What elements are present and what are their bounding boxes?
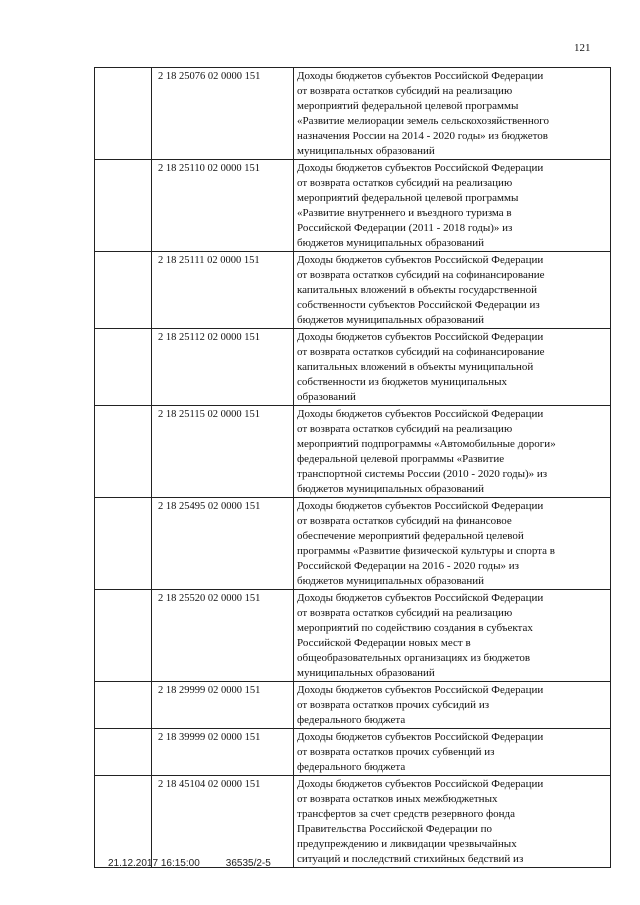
table-row	[95, 406, 611, 498]
budget-codes-table	[94, 67, 611, 868]
budget-description: Доходы бюджетов субъектов Российской Федерации от возврата остатков субсидий на реализацию мероприятий федеральной целевой программы «Развитие внутреннего и въездного туризма в Российской Федерации (2011 - 2018 годы)» из бюджетов муниципальных образований	[294, 160, 611, 252]
budget-description: Доходы бюджетов субъектов Российской Федерации от возврата остатков прочих субвенций из федерального бюджета	[294, 729, 611, 776]
empty-cell	[95, 729, 152, 776]
empty-cell	[95, 68, 152, 160]
budget-code: 2 18 25112 02 0000 151	[152, 329, 294, 406]
budget-code: 2 18 25076 02 0000 151	[152, 68, 294, 160]
table-row	[95, 729, 611, 776]
empty-cell	[95, 776, 152, 868]
page-number: 121	[574, 42, 591, 54]
empty-cell	[95, 590, 152, 682]
table-row	[95, 498, 611, 590]
empty-cell	[95, 160, 152, 252]
budget-code: 2 18 25110 02 0000 151	[152, 160, 294, 252]
table-row	[95, 776, 611, 868]
budget-code: 2 18 25115 02 0000 151	[152, 406, 294, 498]
footer-timestamp: 21.12.2017 16:15:00	[108, 858, 200, 869]
budget-description: Доходы бюджетов субъектов Российской Федерации от возврата остатков субсидий на софинансирование капитальных вложений в объекты государственной собственности субъектов Российской Федерации из бюджетов муниципальных образований	[294, 252, 611, 329]
empty-cell	[95, 498, 152, 590]
empty-cell	[95, 329, 152, 406]
table-row	[95, 68, 611, 160]
budget-code: 2 18 25111 02 0000 151	[152, 252, 294, 329]
budget-description: Доходы бюджетов субъектов Российской Федерации от возврата остатков субсидий на финансовое обеспечение мероприятий федеральной целевой программы «Развитие физической культуры и спорта в Российской Федерации на 2016 - 2020 годы» из бюджетов муниципальных образований	[294, 498, 611, 590]
budget-code: 2 18 39999 02 0000 151	[152, 729, 294, 776]
budget-code: 2 18 25495 02 0000 151	[152, 498, 294, 590]
table-row	[95, 160, 611, 252]
budget-description: Доходы бюджетов субъектов Российской Федерации от возврата остатков субсидий на софинансирование капитальных вложений в объекты муниципальной собственности из бюджетов муниципальных образований	[294, 329, 611, 406]
budget-description: Доходы бюджетов субъектов Российской Федерации от возврата остатков прочих субсидий из федерального бюджета	[294, 682, 611, 729]
budget-description: Доходы бюджетов субъектов Российской Федерации от возврата остатков субсидий на реализацию мероприятий федеральной целевой программы «Развитие мелиорации земель сельскохозяйственного назначения России на 2014 - 2020 годы» из бюджетов муниципальных образований	[294, 68, 611, 160]
budget-code: 2 18 25520 02 0000 151	[152, 590, 294, 682]
empty-cell	[95, 406, 152, 498]
table-row	[95, 682, 611, 729]
empty-cell	[95, 252, 152, 329]
table-row	[95, 329, 611, 406]
budget-code: 2 18 29999 02 0000 151	[152, 682, 294, 729]
footer-document-id: 36535/2-5	[225, 858, 271, 869]
table-row	[95, 252, 611, 329]
budget-description: Доходы бюджетов субъектов Российской Федерации от возврата остатков субсидий на реализацию мероприятий подпрограммы «Автомобильные дороги» федеральной целевой программы «Развитие транспортной системы России (2010 - 2020 годы)» из бюджетов муниципальных образований	[294, 406, 611, 498]
budget-code: 2 18 45104 02 0000 151	[152, 776, 294, 868]
empty-cell	[95, 682, 152, 729]
table-row	[95, 590, 611, 682]
budget-description: Доходы бюджетов субъектов Российской Федерации от возврата остатков иных межбюджетных трансфертов за счет средств резервного фонда Правительства Российской Федерации по предупреждению и ликвидации чрезвычайных ситуаций и последствий стихийных бедствий из	[294, 776, 611, 868]
page-footer	[108, 858, 271, 869]
budget-description: Доходы бюджетов субъектов Российской Федерации от возврата остатков субсидий на реализацию мероприятий по содействию создания в субъектах Российской Федерации новых мест в общеобразовательных организациях из бюджетов муниципальных образований	[294, 590, 611, 682]
